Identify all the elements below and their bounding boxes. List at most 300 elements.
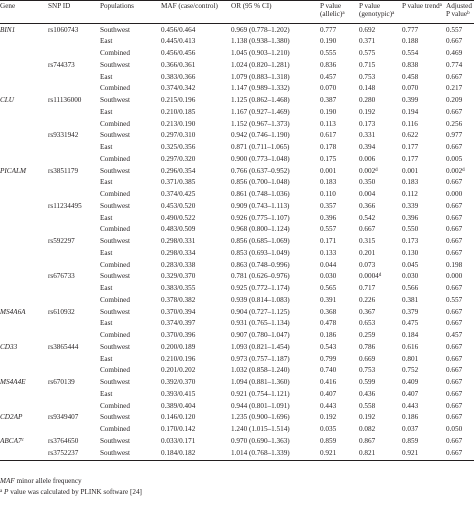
cell-pop-text: Combined (100, 119, 130, 128)
cell-or-text: 0.863 (0.748–0.996) (231, 260, 290, 269)
cell-maf (161, 343, 195, 351)
cell-p_allelic (320, 296, 336, 304)
cell-pop-text: Southwest (100, 342, 130, 351)
cell-or-text: 0.969 (0.778–1.202) (231, 25, 290, 34)
cell-p_geno-text: 0.315 (359, 237, 376, 245)
cell-maf-text: 0.210/0.196 (161, 354, 196, 363)
cell-p_trend-text: 0.838 (402, 60, 419, 69)
cell-p_trend (402, 96, 418, 104)
cell-p_allelic-text: 0.443 (320, 401, 337, 410)
cell-maf (161, 178, 195, 186)
cell-pop (100, 120, 130, 128)
cell-maf-text: 0.490/0.522 (161, 213, 196, 222)
cell-pop (100, 190, 130, 198)
cell-adj-text: 0.667 (446, 448, 463, 457)
cell-p_allelic (320, 366, 336, 374)
cell-snp (48, 131, 78, 139)
cell-adj (446, 225, 462, 233)
cell-maf-text: 0.392/0.370 (161, 378, 196, 386)
cell-snp-text: rs9349407 (48, 413, 79, 422)
cell-p_trend (402, 155, 418, 163)
cell-pop (100, 37, 112, 45)
cell-pop (100, 284, 112, 292)
cell-maf-text: 0.146/0.120 (161, 413, 196, 422)
cell-p_allelic (320, 272, 336, 280)
cell-pop-text: Southwest (100, 201, 130, 210)
cell-p_allelic-text: 0.416 (320, 378, 337, 386)
cell-p_geno (359, 96, 375, 104)
cell-p_geno-text: 0.173 (359, 119, 376, 128)
cell-gene (0, 167, 26, 175)
cell-p_trend-text: 0.037 (402, 425, 419, 433)
cell-p_trend-text: 0.399 (402, 96, 419, 104)
header-footnote-mark: b (467, 11, 470, 17)
cell-maf-text: 0.283/0.338 (161, 260, 196, 269)
cell-maf (161, 355, 195, 363)
cell-p_geno-text: 0.667 (359, 225, 376, 234)
cell-or-text: 0.968 (0.800–1.124) (231, 225, 290, 234)
cell-p_allelic-text: 0.110 (320, 190, 336, 198)
cell-or-text: 0.766 (0.637–0.952) (231, 166, 290, 175)
cell-pop (100, 143, 112, 151)
cell-p_geno-text: 0.0004 (359, 272, 379, 281)
cell-or (231, 26, 290, 34)
cell-adj (446, 296, 462, 304)
cell-maf (161, 378, 195, 386)
cell-maf-text: 0.184/0.182 (161, 448, 196, 457)
cell-p_geno-text: 0.669 (359, 354, 376, 363)
header-cell-0 (0, 2, 40, 10)
cell-or (231, 37, 290, 45)
cell-maf-text: 0.383/0.355 (161, 284, 196, 292)
cell-adj (446, 214, 462, 222)
cell-p_allelic (320, 437, 336, 445)
cell-or (231, 131, 290, 139)
cell-p_trend-text: 0.112 (402, 190, 418, 198)
cell-pop-text: Combined (100, 84, 130, 93)
cell-p_allelic-text: 0.044 (320, 260, 337, 269)
cell-p_geno-text: 0.280 (359, 96, 376, 104)
cell-gene-text: MS4A6A (0, 307, 26, 316)
cell-adj (446, 237, 462, 245)
cell-snp (48, 96, 81, 104)
cell-p_geno-text: 0.192 (359, 413, 376, 422)
cell-adj-text: 0.667 (446, 201, 463, 210)
cell-p_geno-text: 0.542 (359, 213, 376, 222)
cell-adj-text: 0.557 (446, 25, 463, 34)
cell-p_geno (359, 61, 375, 69)
top-rule (0, 0, 474, 1)
cell-adj-text: 0.557 (446, 295, 463, 304)
cell-pop (100, 425, 130, 433)
footnote-maf-abbr: MAF (0, 477, 15, 485)
cell-snp (48, 272, 75, 280)
cell-gene-text: CD2AP (0, 413, 23, 422)
cell-adj-text: 0.667 (446, 436, 463, 445)
cell-maf-text: 0.378/0.382 (161, 295, 196, 304)
header-footnote-mark: a (342, 11, 345, 17)
cell-p_geno (359, 261, 375, 269)
cell-pop (100, 296, 130, 304)
cell-p_trend-text: 0.186 (402, 413, 419, 422)
cell-p_trend (402, 378, 418, 386)
cell-p_trend-text: 0.616 (402, 342, 419, 351)
header-text: P value (genotypic) (359, 2, 393, 19)
cell-maf (161, 96, 195, 104)
cell-p_geno (359, 284, 375, 292)
cell-p_geno (359, 167, 378, 175)
cell-pop-text: Southwest (100, 96, 130, 104)
cell-pop (100, 261, 130, 269)
cell-pop (100, 308, 130, 316)
cell-maf (161, 131, 195, 139)
cell-or (231, 308, 290, 316)
cell-p_allelic-text: 0.030 (320, 272, 337, 281)
cell-pop (100, 214, 112, 222)
cell-snp-text: rs9331942 (48, 131, 79, 140)
cell-pop-text: Combined (100, 295, 130, 304)
cell-adj-text: 0.667 (446, 72, 463, 81)
cell-p_allelic-text: 0.035 (320, 425, 337, 433)
cell-maf-text: 0.210/0.185 (161, 107, 196, 116)
cell-maf (161, 225, 195, 233)
cell-pop-text: Combined (100, 260, 130, 269)
cell-footnote-mark: d (462, 167, 465, 173)
cell-or-text: 0.921 (0.754–1.121) (231, 389, 290, 398)
cell-p_trend (402, 143, 418, 151)
cell-p_trend (402, 343, 418, 351)
cell-p_allelic (320, 73, 336, 81)
cell-p_allelic (320, 178, 336, 186)
cell-pop (100, 84, 130, 92)
cell-pop (100, 131, 130, 139)
header-cell-7 (402, 2, 442, 10)
cell-maf (161, 190, 195, 198)
cell-p_geno (359, 84, 375, 92)
cell-maf-text: 0.383/0.366 (161, 72, 196, 81)
cell-p_allelic (320, 237, 336, 245)
cell-pop-text: East (100, 319, 113, 328)
cell-pop-text: Southwest (100, 272, 130, 281)
cell-pop-text: Southwest (100, 131, 130, 140)
cell-maf (161, 167, 195, 175)
cell-p_trend (402, 131, 418, 139)
cell-maf-text: 0.389/0.404 (161, 401, 196, 410)
cell-p_trend (402, 366, 418, 374)
cell-adj-text: 0.667 (446, 342, 463, 351)
cell-p_geno-text: 0.006 (359, 154, 376, 163)
cell-adj (446, 378, 462, 386)
cell-or-text: 1.235 (0.900–1.696) (231, 413, 290, 422)
cell-gene (0, 437, 24, 445)
cell-maf-text: 0.296/0.354 (161, 166, 196, 175)
cell-p_trend-text: 0.622 (402, 131, 419, 140)
cell-maf-text: 0.215/0.196 (161, 96, 196, 104)
cell-maf-text: 0.374/0.425 (161, 190, 196, 198)
cell-maf (161, 308, 195, 316)
cell-p_trend (402, 296, 418, 304)
cell-or-text: 0.861 (0.748–1.036) (231, 190, 290, 198)
cell-adj-text: 0.667 (446, 143, 463, 151)
cell-maf (161, 214, 195, 222)
cell-pop-text: Southwest (100, 413, 130, 422)
cell-p_trend (402, 178, 418, 186)
cell-maf-text: 0.201/0.202 (161, 366, 196, 375)
cell-p_geno-text: 0.394 (359, 143, 376, 151)
cell-pop-text: Southwest (100, 237, 130, 245)
cell-p_trend (402, 308, 418, 316)
cell-p_trend (402, 120, 418, 128)
cell-p_trend (402, 437, 418, 445)
cell-p_geno (359, 120, 375, 128)
cell-p_geno (359, 449, 375, 457)
footnote-maf-text: minor allele frequency (14, 477, 82, 485)
cell-p_trend-text: 0.777 (402, 25, 419, 34)
cell-maf-text: 0.374/0.342 (161, 84, 196, 93)
cell-snp-text: rs11234495 (48, 201, 82, 210)
cell-p_geno-text: 0.367 (359, 307, 376, 316)
cell-p_allelic (320, 214, 336, 222)
cell-maf (161, 237, 195, 245)
cell-p_allelic (320, 343, 336, 351)
cell-maf (161, 390, 195, 398)
cell-p_allelic (320, 319, 336, 327)
cell-maf (161, 413, 195, 421)
cell-adj-text: 0.667 (446, 389, 463, 398)
cell-p_allelic-text: 0.192 (320, 413, 337, 422)
cell-maf (161, 155, 195, 163)
cell-pop (100, 366, 130, 374)
cell-p_allelic (320, 413, 336, 421)
cell-adj (446, 167, 465, 175)
cell-p_trend-text: 0.801 (402, 354, 419, 363)
cell-gene-text: MS4A4E (0, 378, 26, 386)
cell-or (231, 284, 290, 292)
cell-pop-text: East (100, 107, 113, 116)
cell-or-text: 1.032 (0.858–1.240) (231, 366, 290, 375)
cell-pop (100, 26, 130, 34)
cell-p_allelic-text: 0.368 (320, 307, 337, 316)
cell-maf (161, 437, 195, 445)
cell-p_allelic-text: 0.070 (320, 84, 337, 93)
cell-p_geno (359, 402, 375, 410)
cell-snp (48, 308, 75, 316)
cell-p_geno (359, 390, 375, 398)
cell-p_trend-text: 0.030 (402, 272, 419, 281)
cell-pop-text: East (100, 143, 113, 151)
cell-pop (100, 61, 130, 69)
cell-or (231, 390, 290, 398)
cell-maf-text: 0.329/0.370 (161, 272, 196, 281)
cell-pop (100, 237, 130, 245)
cell-or-text: 1.147 (0.989–1.332) (231, 84, 290, 93)
cell-adj (446, 108, 462, 116)
cell-adj (446, 366, 462, 374)
cell-or (231, 449, 290, 457)
cell-or (231, 261, 290, 269)
cell-adj (446, 26, 462, 34)
cell-p_allelic-text: 0.859 (320, 436, 337, 445)
cell-adj (446, 284, 462, 292)
footnote-maf (0, 477, 82, 485)
cell-p_allelic-text: 0.391 (320, 295, 337, 304)
cell-or-text: 0.856 (0.685–1.069) (231, 237, 290, 245)
cell-pop (100, 108, 112, 116)
cell-p_geno (359, 425, 375, 433)
cell-adj-text: 0.000 (446, 190, 463, 198)
cell-p_allelic-text: 0.557 (320, 225, 337, 234)
cell-p_trend-text: 0.177 (402, 143, 419, 151)
cell-adj-text: 0.667 (446, 378, 463, 386)
cell-p_geno-text: 0.692 (359, 25, 376, 34)
cell-p_geno-text: 0.753 (359, 72, 376, 81)
cell-snp-text: rs11136000 (48, 96, 82, 104)
cell-p_geno (359, 366, 375, 374)
cell-maf (161, 73, 195, 81)
cell-p_geno (359, 178, 375, 186)
cell-adj (446, 84, 462, 92)
cell-p_trend-text: 0.188 (402, 37, 419, 46)
cell-adj-text: 0.050 (446, 425, 463, 433)
cell-or-text: 0.781 (0.626–0.976) (231, 272, 290, 281)
cell-or (231, 272, 290, 280)
cell-p_allelic-text: 0.921 (320, 448, 337, 457)
cell-or-text: 0.909 (0.743–1.113) (231, 201, 290, 210)
cell-pop (100, 225, 130, 233)
cell-or-text: 1.240 (1.015–1.514) (231, 425, 290, 433)
cell-p_allelic (320, 449, 336, 457)
cell-footnote-mark: d (375, 167, 378, 173)
cell-maf-text: 0.298/0.331 (161, 237, 196, 245)
cell-p_allelic-text: 0.478 (320, 319, 337, 328)
cell-pop (100, 202, 130, 210)
cell-adj-text: 0.667 (446, 284, 463, 292)
cell-p_allelic-text: 0.457 (320, 72, 337, 81)
cell-snp (48, 343, 78, 351)
cell-p_trend (402, 284, 418, 292)
cell-pop-text: East (100, 178, 113, 187)
cell-p_geno (359, 355, 375, 363)
cell-pop (100, 178, 112, 186)
cell-p_allelic-text: 0.799 (320, 354, 337, 363)
cell-pop-text: Southwest (100, 448, 130, 457)
cell-or-text: 0.931 (0.765–1.134) (231, 319, 290, 328)
cell-p_geno (359, 331, 375, 339)
cell-p_allelic (320, 120, 336, 128)
cell-maf (161, 61, 195, 69)
cell-pop (100, 413, 130, 421)
cell-snp-text: rs610932 (48, 307, 75, 316)
header-cell-4 (231, 2, 311, 10)
cell-maf-text: 0.213/0.190 (161, 119, 196, 128)
cell-pop (100, 331, 130, 339)
cell-p_allelic-text: 0.836 (320, 60, 337, 69)
cell-maf-text: 0.033/0.171 (161, 436, 196, 445)
footnote-a-mark: a (0, 489, 3, 494)
cell-p_trend (402, 425, 418, 433)
cell-adj (446, 390, 462, 398)
cell-p_allelic (320, 61, 336, 69)
cell-p_allelic (320, 155, 336, 163)
cell-p_allelic-text: 0.555 (320, 49, 337, 57)
cell-maf-text: 0.297/0.320 (161, 154, 196, 163)
cell-p_trend (402, 190, 418, 198)
cell-gene (0, 413, 22, 421)
cell-snp (48, 167, 78, 175)
cell-adj-text: 0.667 (446, 413, 463, 422)
cell-or (231, 190, 290, 198)
cell-adj-text: 0.667 (446, 178, 463, 187)
cell-pop-text: Combined (100, 331, 130, 339)
cell-maf (161, 319, 195, 327)
cell-p_allelic-text: 0.190 (320, 37, 337, 46)
cell-p_trend (402, 61, 418, 69)
cell-pop (100, 437, 130, 445)
cell-snp-text: rs744373 (48, 60, 75, 69)
cell-p_geno (359, 225, 375, 233)
cell-p_trend-text: 0.921 (402, 448, 419, 457)
cell-or (231, 202, 289, 210)
cell-maf (161, 249, 195, 257)
cell-maf (161, 402, 195, 410)
cell-p_geno (359, 272, 381, 280)
cell-or (231, 249, 290, 257)
cell-snp-text: rs3764650 (48, 436, 79, 445)
cell-or (231, 331, 290, 339)
cell-snp (48, 202, 82, 210)
cell-p_geno-text: 0.558 (359, 401, 376, 410)
cell-pop-text: Southwest (100, 60, 130, 69)
cell-snp-text: rs3851179 (48, 166, 79, 175)
cell-snp-text: rs3865444 (48, 342, 79, 351)
cell-adj (446, 96, 462, 104)
cell-p_trend (402, 449, 418, 457)
cell-p_geno-text: 0.148 (359, 84, 376, 93)
header-cell-2 (100, 2, 158, 10)
cell-p_allelic (320, 190, 336, 198)
cell-or-text: 1.014 (0.768–1.339) (231, 448, 290, 457)
cell-maf-text: 0.453/0.520 (161, 201, 196, 210)
cell-pop (100, 49, 130, 57)
header-footnote-mark: a (439, 3, 442, 8)
cell-pop-text: Southwest (100, 307, 130, 316)
cell-pop (100, 167, 130, 175)
cell-or (231, 413, 290, 421)
cell-maf (161, 272, 195, 280)
cell-pop (100, 390, 112, 398)
cell-p_trend (402, 214, 418, 222)
cell-pop (100, 73, 112, 81)
cell-or-text: 1.167 (0.927–1.469) (231, 107, 290, 116)
cell-or (231, 343, 290, 351)
cell-or (231, 225, 290, 233)
cell-p_trend (402, 355, 418, 363)
cell-p_allelic-text: 0.617 (320, 131, 337, 140)
cell-pop-text: Combined (100, 49, 130, 57)
cell-or (231, 178, 290, 186)
cell-adj (446, 355, 462, 363)
cell-maf-text: 0.483/0.509 (161, 225, 196, 234)
cell-maf-text: 0.298/0.334 (161, 248, 196, 257)
cell-or (231, 49, 290, 57)
cell-adj-text: 0.667 (446, 319, 463, 328)
cell-p_trend (402, 225, 418, 233)
cell-p_geno-text: 0.366 (359, 201, 376, 210)
cell-p_trend (402, 26, 418, 34)
header-text: SNP ID (48, 2, 71, 10)
cell-pop (100, 402, 130, 410)
cell-p_trend (402, 390, 418, 398)
